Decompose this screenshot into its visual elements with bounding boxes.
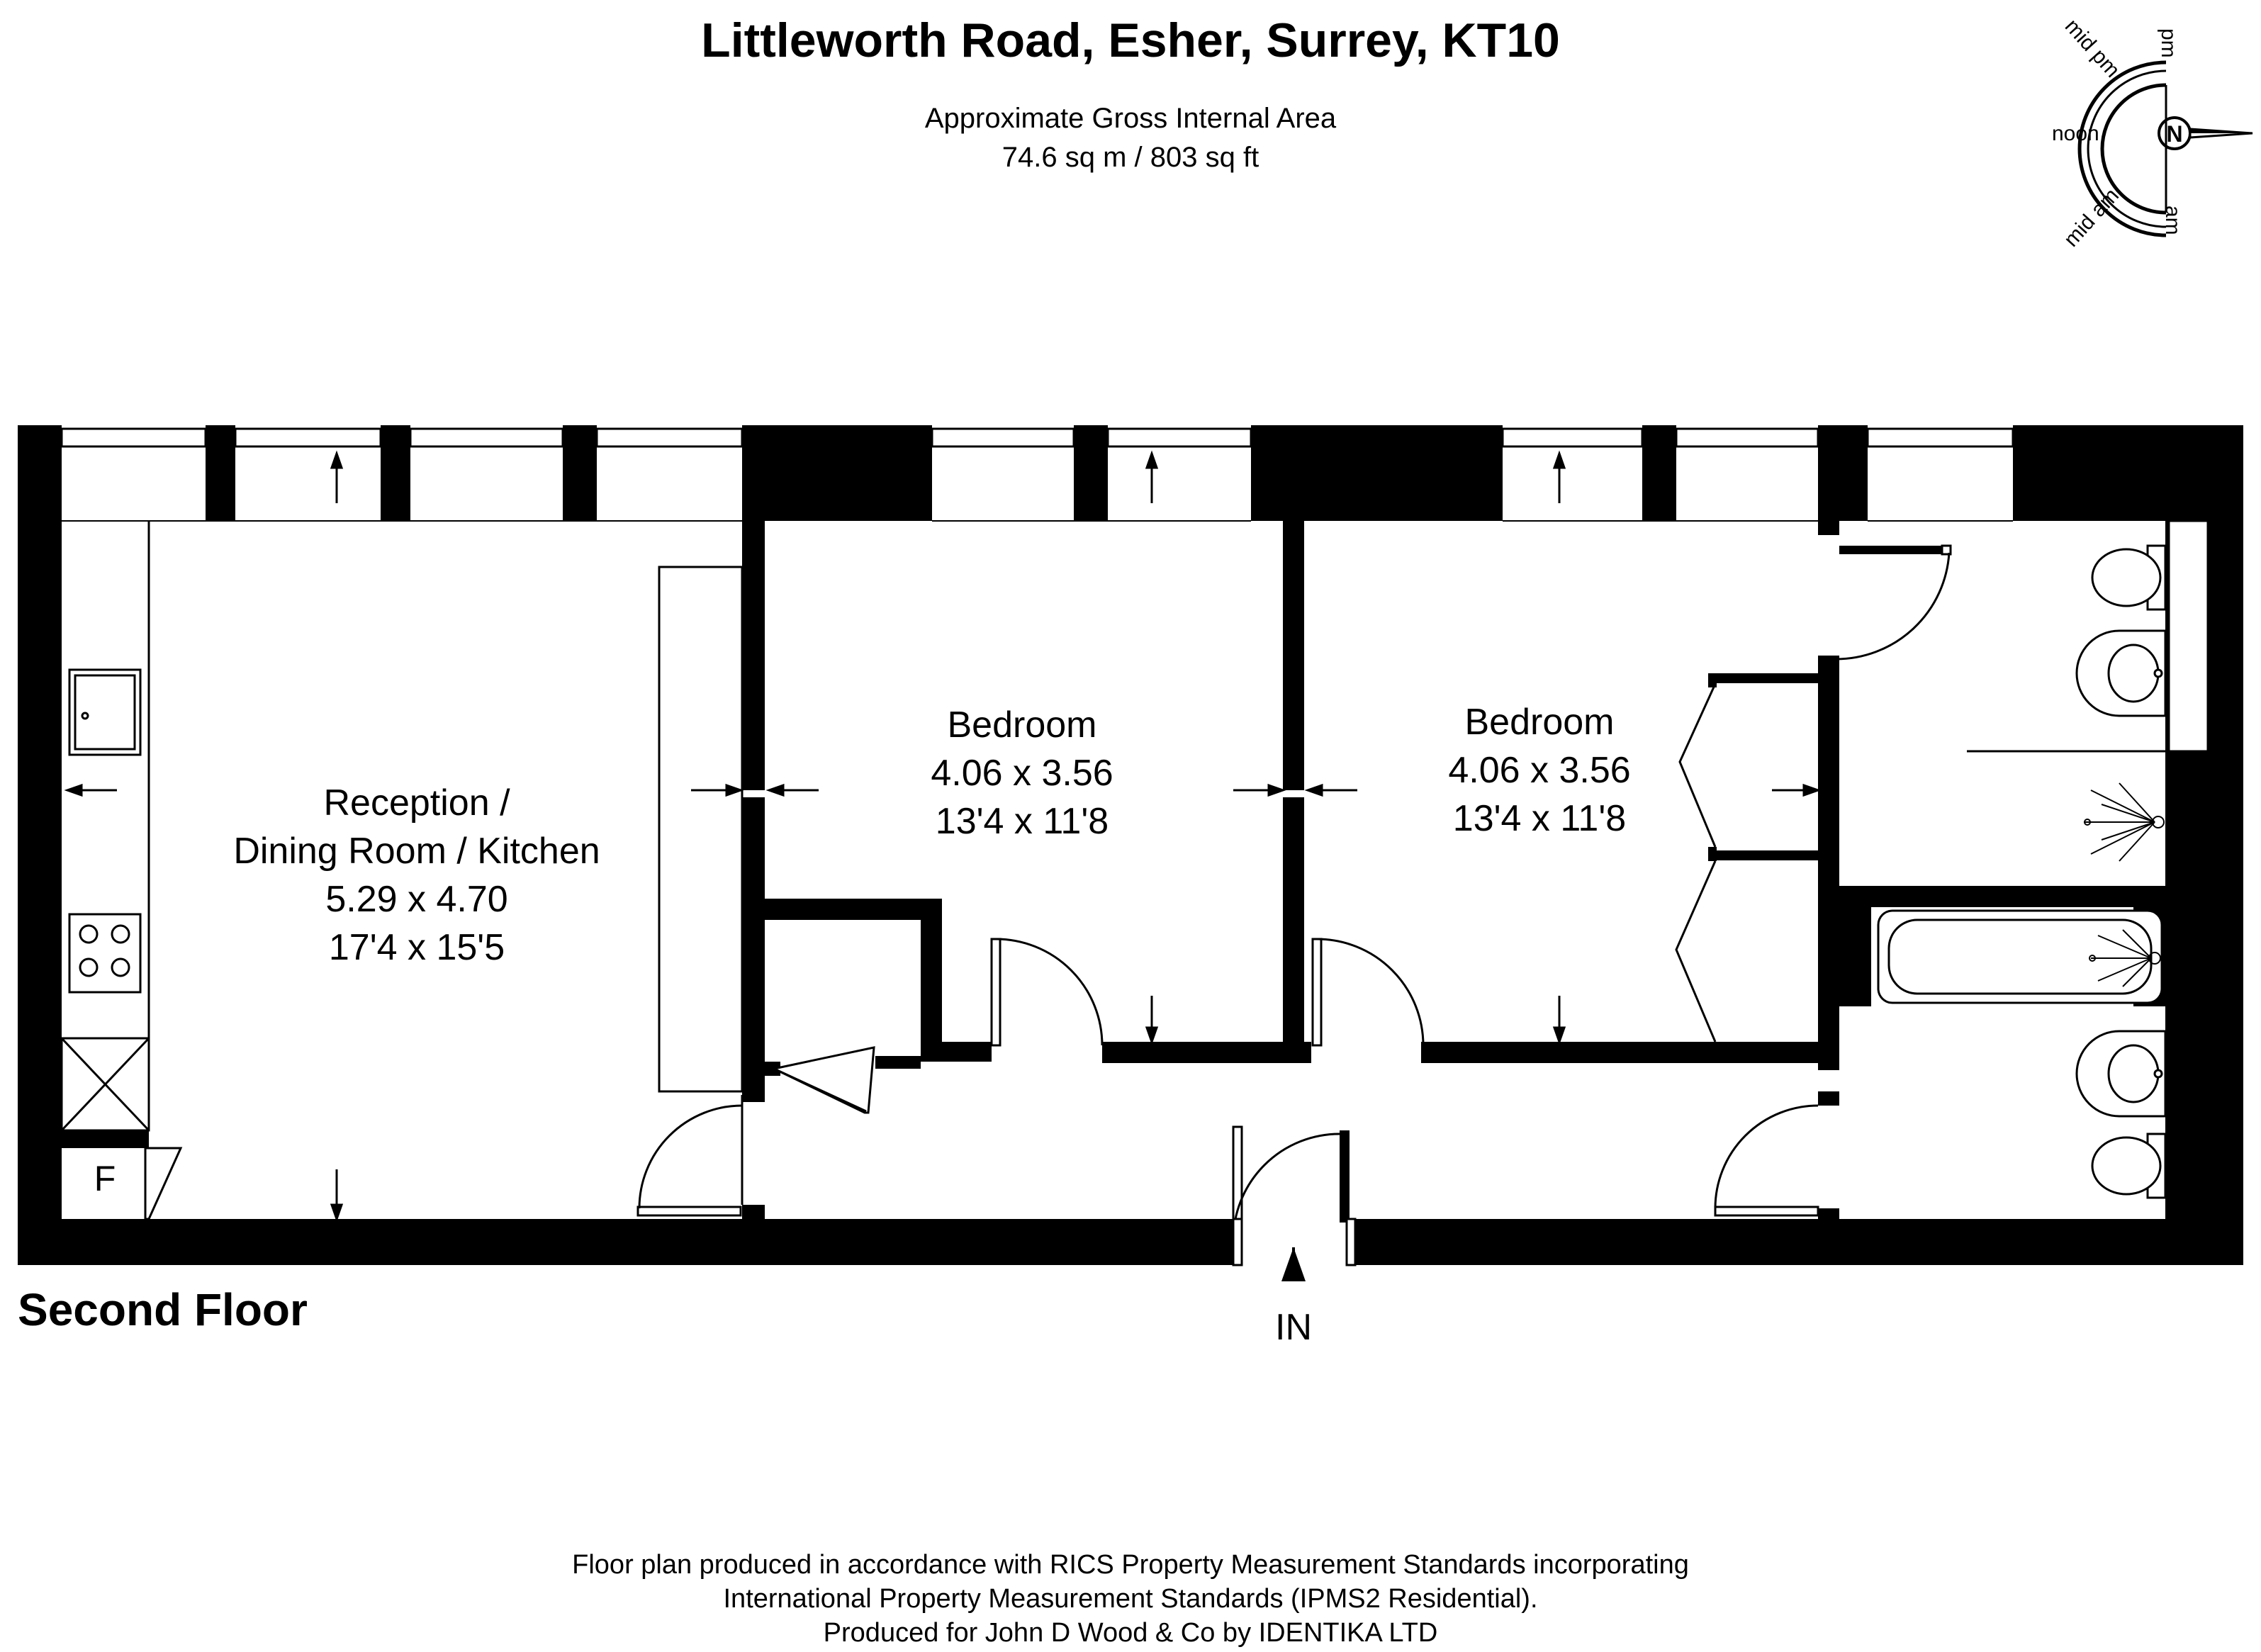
compass-label-am: am [2161, 206, 2184, 235]
room-size-imperial-bedroom-1: 13'4 x 11'8 [935, 801, 1109, 842]
room-size-metric-bedroom-1: 4.06 x 3.56 [931, 753, 1113, 794]
compass-label-mid-am: mid am [2059, 184, 2124, 252]
fridge-label: F [94, 1159, 116, 1198]
utility-wall [62, 1130, 149, 1148]
area-value: 74.6 sq m / 803 sq ft [1002, 142, 1259, 173]
room-size-metric-reception: 5.29 x 4.70 [325, 879, 508, 920]
floor-label: Second Floor [18, 1284, 308, 1335]
windows [62, 429, 2013, 446]
shower-panel [2169, 521, 2208, 751]
room-size-imperial-bedroom-2: 13'4 x 11'8 [1452, 798, 1627, 839]
room-name-bedroom-2: Bedroom [1464, 702, 1615, 743]
sanitaryware [1878, 546, 2169, 1198]
door-jamb [1818, 1095, 1839, 1103]
compass-label-pm: pm [2157, 28, 2180, 58]
entrance-arrow-icon [1281, 1247, 1306, 1281]
wardrobe-doors [1676, 684, 1715, 1042]
shower-head-icon [2084, 783, 2164, 861]
interior-walls [742, 521, 2243, 1223]
compass-label-mid-pm: mid pm [2060, 14, 2125, 82]
room-name-bedroom-1: Bedroom [947, 704, 1097, 746]
compass-north-label: N [2166, 121, 2183, 147]
footer-line-2: International Property Measurement Standards (IPMS2 Residential). [723, 1584, 1538, 1614]
area-label: Approximate Gross Internal Area [924, 103, 1337, 134]
room-size-imperial-reception: 17'4 x 15'5 [328, 927, 505, 968]
entrance-label: IN [1275, 1307, 1312, 1348]
plan-title: Littleworth Road, Esher, Surrey, KT10 [701, 13, 1560, 67]
compass-label-noon: noon [2052, 122, 2099, 145]
kitchen-units [62, 521, 742, 1130]
room-name-reception-2: Dining Room / Kitchen [233, 831, 600, 872]
door-jamb [1347, 1219, 1355, 1265]
door-jamb [1233, 1219, 1242, 1265]
room-name-reception: Reception / [323, 782, 510, 824]
footer-line-3: Produced for John D Wood & Co by IDENTIKA LTD [823, 1618, 1438, 1648]
room-size-metric-bedroom-2: 4.06 x 3.56 [1448, 750, 1631, 791]
footer-line-1: Floor plan produced in accordance with RICS Property Measurement Standards incorporating [572, 1550, 1689, 1580]
